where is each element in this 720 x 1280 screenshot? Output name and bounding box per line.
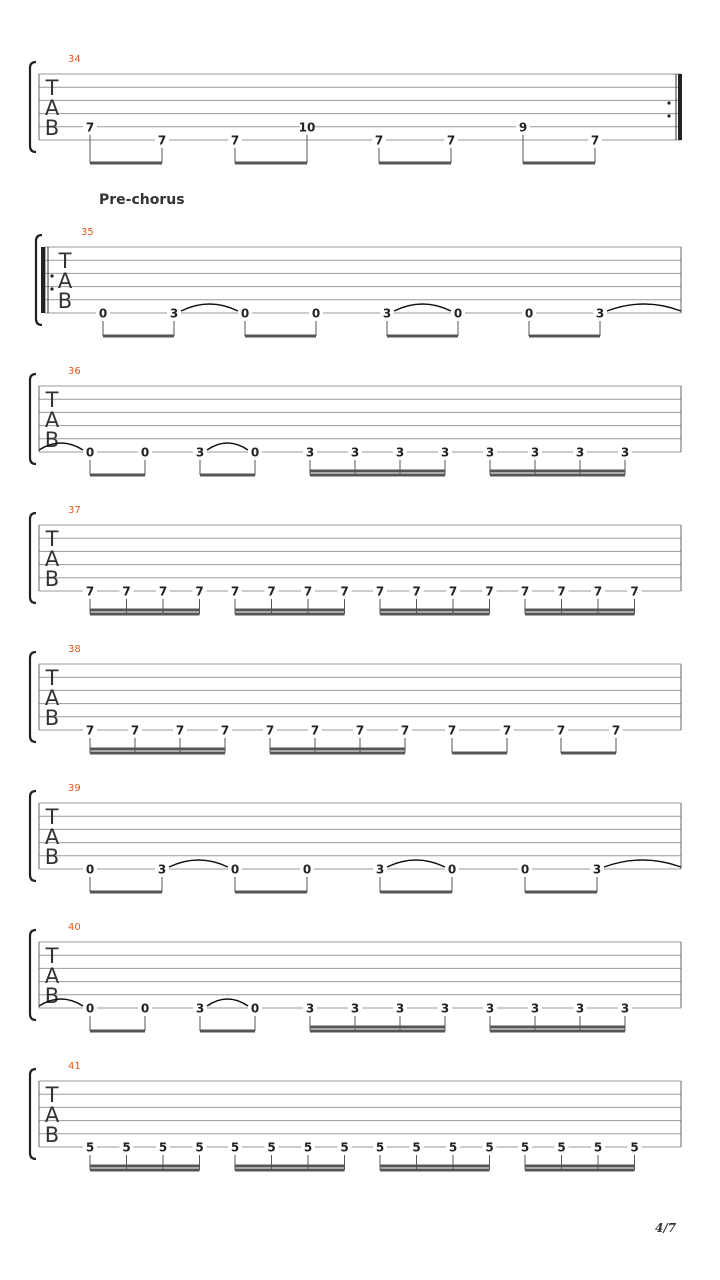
- tie-arc: [207, 443, 248, 450]
- fret-number: 5: [122, 1140, 131, 1155]
- repeat-start-thick-bar: [41, 247, 45, 313]
- tab-clef-letter: B: [44, 116, 60, 140]
- fret-number: 7: [220, 723, 230, 738]
- fret-number: 7: [195, 584, 204, 599]
- fret-number: 7: [310, 723, 320, 738]
- tab-system-36: [30, 366, 681, 477]
- fret-number: 5: [520, 1140, 530, 1155]
- fret-number: 3: [350, 445, 360, 460]
- tab-system-40: [30, 922, 681, 1033]
- fret-number: 7: [446, 133, 456, 148]
- fret-number: 0: [311, 306, 321, 321]
- fret-number: 0: [85, 1001, 95, 1016]
- tab-clef-letter: A: [57, 269, 73, 293]
- fret-number: 3: [575, 1001, 585, 1016]
- fret-number: 3: [195, 445, 205, 460]
- tab-system-35: [36, 227, 681, 338]
- tab-system-38: [30, 644, 681, 755]
- system-bracket: [30, 1069, 36, 1159]
- note-beam: [235, 162, 307, 165]
- note-beam: [270, 752, 405, 755]
- note-beam: [310, 1026, 445, 1029]
- fret-number: 3: [530, 1001, 540, 1016]
- note-beam: [90, 1169, 200, 1172]
- measure-number: 36: [68, 366, 81, 377]
- measure-number: 40: [68, 922, 81, 933]
- measure-number: 38: [68, 644, 81, 655]
- repeat-dot: [50, 274, 53, 277]
- fret-number: 3: [375, 862, 385, 877]
- fret-number: 3: [595, 306, 605, 321]
- fret-number: 3: [169, 306, 179, 321]
- fret-number: 5: [158, 1140, 168, 1155]
- fret-number: 7: [85, 584, 95, 599]
- note-beam: [90, 162, 162, 165]
- note-beam: [90, 613, 200, 616]
- tab-clef-letter: B: [57, 289, 73, 313]
- system-bracket: [30, 513, 36, 603]
- note-beam: [200, 1030, 255, 1033]
- note-beam: [525, 609, 635, 612]
- fret-number: 3: [575, 445, 585, 460]
- note-beam: [235, 609, 345, 612]
- tab-system-39: [30, 783, 681, 894]
- repeat-dot: [667, 101, 670, 104]
- fret-number: 7: [400, 723, 410, 738]
- fret-number: 3: [592, 862, 602, 877]
- fret-number: 3: [305, 1001, 315, 1016]
- tab-clef-letter: A: [44, 1103, 60, 1127]
- fret-number: 7: [130, 723, 140, 738]
- tie-arc: [394, 304, 451, 311]
- tab-clef-letter: T: [45, 76, 59, 100]
- system-bracket: [30, 791, 36, 881]
- measure-number: 41: [68, 1061, 81, 1072]
- tab-clef-letter: B: [44, 567, 60, 591]
- fret-number: 0: [453, 306, 463, 321]
- fret-number: 3: [350, 1001, 360, 1016]
- fret-number: 3: [530, 445, 540, 460]
- fret-number: 7: [590, 133, 600, 148]
- fret-number: 0: [85, 862, 95, 877]
- note-beam: [103, 335, 174, 338]
- measure-number: 37: [68, 505, 81, 516]
- tab-clef-letter: T: [45, 1083, 59, 1107]
- fret-number: 3: [395, 445, 405, 460]
- fret-number: 7: [303, 584, 313, 599]
- fret-number: 7: [412, 584, 421, 599]
- fret-number: 7: [265, 723, 275, 738]
- fret-number: 7: [520, 584, 530, 599]
- tie-arc: [169, 860, 228, 867]
- tab-clef-letter: T: [45, 805, 59, 829]
- note-beam: [380, 891, 452, 894]
- fret-number: 3: [440, 445, 450, 460]
- tab-clef-letter: A: [44, 408, 60, 432]
- fret-number: 0: [250, 445, 260, 460]
- fret-number: 3: [305, 445, 315, 460]
- fret-number: 7: [85, 723, 95, 738]
- note-beam: [200, 474, 255, 477]
- fret-number: 7: [374, 133, 384, 148]
- fret-number: 3: [395, 1001, 405, 1016]
- fret-number: 3: [620, 1001, 630, 1016]
- measure-number: 35: [81, 227, 94, 238]
- system-bracket: [30, 62, 36, 152]
- note-beam: [490, 474, 625, 477]
- fret-number: 3: [485, 1001, 495, 1016]
- fret-number: 7: [611, 723, 621, 738]
- page-number: 4/7: [655, 1221, 677, 1235]
- fret-number: 0: [230, 862, 240, 877]
- fret-number: 7: [230, 584, 240, 599]
- note-beam: [525, 613, 635, 616]
- note-beam: [380, 609, 490, 612]
- note-beam: [90, 1030, 145, 1033]
- tab-system-34: [30, 54, 682, 165]
- note-beam: [525, 1169, 635, 1172]
- note-beam: [529, 335, 600, 338]
- fret-number: 7: [448, 584, 458, 599]
- fret-number: 5: [630, 1140, 639, 1155]
- tab-clef-letter: T: [45, 527, 59, 551]
- fret-number: 7: [122, 584, 131, 599]
- tie-arc: [607, 304, 681, 311]
- measure-number: 39: [68, 783, 81, 794]
- note-beam: [90, 748, 225, 751]
- tie-arc: [387, 860, 445, 867]
- fret-number: 7: [502, 723, 512, 738]
- note-beam: [380, 613, 490, 616]
- tab-clef-letter: T: [45, 944, 59, 968]
- fret-number: 3: [157, 862, 167, 877]
- fret-number: 5: [195, 1140, 204, 1155]
- note-beam: [310, 474, 445, 477]
- fret-number: 0: [447, 862, 457, 877]
- note-beam: [490, 470, 625, 473]
- note-beam: [380, 1165, 490, 1168]
- tab-clef-letter: B: [44, 428, 60, 452]
- note-beam: [525, 1165, 635, 1168]
- fret-number: 0: [85, 445, 95, 460]
- tab-clef-letter: B: [44, 706, 60, 730]
- tie-arc: [181, 304, 238, 311]
- tab-clef-letter: A: [44, 96, 60, 120]
- tab-clef-letter: T: [45, 388, 59, 412]
- tab-clef-letter: B: [44, 984, 60, 1008]
- note-beam: [387, 335, 458, 338]
- note-beam: [310, 470, 445, 473]
- note-beam: [452, 752, 507, 755]
- fret-number: 7: [557, 584, 566, 599]
- repeat-end-thick-bar: [678, 74, 682, 140]
- fret-number: 0: [140, 1001, 150, 1016]
- fret-number: 5: [485, 1140, 494, 1155]
- tab-clef-letter: B: [44, 1123, 60, 1147]
- fret-number: 5: [340, 1140, 349, 1155]
- fret-number: 0: [98, 306, 108, 321]
- note-beam: [523, 162, 595, 165]
- note-beam: [310, 1030, 445, 1033]
- fret-number: 7: [157, 133, 167, 148]
- system-bracket: [30, 652, 36, 742]
- fret-number: 7: [230, 133, 240, 148]
- fret-number: 0: [140, 445, 150, 460]
- fret-number: 7: [630, 584, 639, 599]
- fret-number: 3: [195, 1001, 205, 1016]
- system-bracket: [30, 930, 36, 1020]
- fret-number: 7: [485, 584, 494, 599]
- fret-number: 7: [447, 723, 457, 738]
- section-label-pre-chorus: Pre-chorus: [99, 192, 185, 208]
- fret-number: 3: [485, 445, 495, 460]
- tab-clef-letter: A: [44, 547, 60, 571]
- fret-number: 0: [250, 1001, 260, 1016]
- measure-number: 34: [68, 54, 81, 65]
- fret-number: 7: [593, 584, 603, 599]
- note-beam: [380, 1169, 490, 1172]
- fret-number: 5: [557, 1140, 566, 1155]
- fret-number: 5: [593, 1140, 603, 1155]
- fret-number: 7: [175, 723, 185, 738]
- tab-clef-letter: A: [44, 825, 60, 849]
- fret-number: 5: [267, 1140, 276, 1155]
- fret-number: 5: [230, 1140, 240, 1155]
- fret-number: 0: [240, 306, 250, 321]
- note-beam: [235, 891, 307, 894]
- tab-clef-letter: T: [58, 249, 72, 273]
- repeat-dot: [50, 287, 53, 290]
- tie-arc: [604, 860, 681, 867]
- fret-number: 0: [520, 862, 530, 877]
- repeat-dot: [667, 114, 670, 117]
- fret-number: 7: [375, 584, 385, 599]
- note-beam: [561, 752, 616, 755]
- fret-number: 3: [620, 445, 630, 460]
- note-beam: [490, 1030, 625, 1033]
- tab-clef-letter: A: [44, 964, 60, 988]
- note-beam: [90, 609, 200, 612]
- fret-number: 7: [340, 584, 349, 599]
- fret-number: 0: [302, 862, 312, 877]
- note-beam: [235, 1165, 345, 1168]
- tab-system-41: [30, 1061, 681, 1172]
- fret-number: 7: [85, 120, 95, 135]
- tie-arc: [207, 999, 248, 1006]
- note-beam: [235, 613, 345, 616]
- fret-number: 5: [375, 1140, 385, 1155]
- note-beam: [379, 162, 451, 165]
- note-beam: [90, 752, 225, 755]
- fret-number: 3: [440, 1001, 450, 1016]
- tab-clef-letter: T: [45, 666, 59, 690]
- fret-number: 7: [158, 584, 168, 599]
- note-beam: [525, 891, 597, 894]
- note-beam: [245, 335, 316, 338]
- fret-number: 5: [303, 1140, 313, 1155]
- tab-clef-letter: B: [44, 845, 60, 869]
- fret-number: 7: [267, 584, 276, 599]
- note-beam: [490, 1026, 625, 1029]
- note-beam: [90, 891, 162, 894]
- note-beam: [90, 474, 145, 477]
- fret-number: 0: [524, 306, 534, 321]
- tab-system-37: [30, 505, 681, 616]
- fret-number: 5: [85, 1140, 95, 1155]
- note-beam: [270, 748, 405, 751]
- system-bracket: [30, 374, 36, 464]
- fret-number: 3: [382, 306, 392, 321]
- fret-number: 9: [518, 120, 528, 135]
- fret-number: 5: [448, 1140, 458, 1155]
- tab-clef-letter: A: [44, 686, 60, 710]
- fret-number: 7: [355, 723, 365, 738]
- fret-number: 7: [556, 723, 566, 738]
- fret-number: 10: [298, 120, 316, 135]
- note-beam: [90, 1165, 200, 1168]
- note-beam: [235, 1169, 345, 1172]
- fret-number: 5: [412, 1140, 421, 1155]
